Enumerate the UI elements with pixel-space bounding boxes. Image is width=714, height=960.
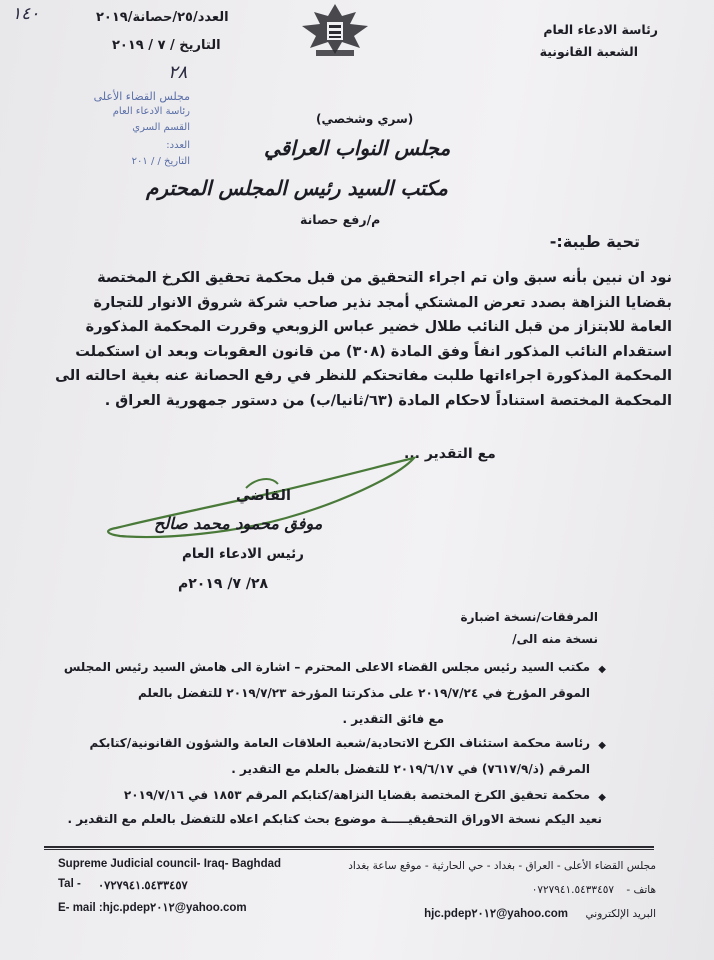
footer-divider [44,849,654,850]
stamp-line: القسم السري [132,122,190,133]
iraq-emblem-icon [296,0,374,58]
body-line: العامة للابتزاز من قبل النائب طلال خضير عباس الزوبعي وقررت المحكمة المذكورة [85,319,672,335]
attachments: المرفقات/نسخة اضبارة [460,610,598,624]
subject: م/رفع حصانة [300,212,381,227]
letter-body [42,266,672,413]
body-line: المحكمة المختصة استناداً لاحكام المادة (٦٣/ثانيا/ب) من دستور جمهورية العراق . [104,392,672,409]
confidential-marking: (سري وشخصي) [316,112,414,126]
footer-tel-label: Tal - [58,878,81,890]
cc-line: نعيد اليكم نسخة الاوراق التحقيقيـــــة موضوع بحث كتابكم اعلاه للتفضل بالعلم مع التقدير . [67,812,602,826]
bullet-icon: ◆ [598,792,606,803]
footer-address-ar: مجلس القضاء الأعلى - العراق - بغداد - حي الحارثية - موقع ساعة بغداد [348,860,656,872]
cc-line: رئاسة محكمة استئناف الكرخ الاتحادية/شعبة العلاقات العامة والشؤون القانونية/كتابكم [89,736,590,750]
bullet-icon: ◆ [598,740,606,751]
footer-email-ar: hjc.pdep٢٠١٢@yahoo.com [424,908,568,920]
cc-line: مكتب السيد رئيس مجلس القضاء الاعلى المحترم – اشارة الى هامش السيد رئيس المجلس [63,660,590,674]
body-line: نود ان نبين بأنه سبق وان تم اجراء التحقيق من قبل محكمة تحقيق الكرخ المختصة [97,270,672,286]
receipt-stamp [38,88,198,180]
ministry-name: رئاسة الادعاء العام [543,22,658,37]
cc-line: المرقم (ذ/٧٦١٧/٩) في ٢٠١٩/٦/١٧ للتفضل بالعلم مع التقدير . [231,762,590,776]
cc-line: الموقر المؤرخ في ٢٠١٩/٧/٢٤ على مذكرتنا المؤرخة ٢٠١٩/٧/٢٣ للتفضل بالعلم [137,686,590,700]
recipient-office: مكتب السيد رئيس المجلس المحترم [146,176,448,200]
footer-tel: ٠٧٢٧٩٤١.٥٤٣٣٤٥٧ [98,880,188,892]
body-line: المحكمة المذكورة اجراءاتها طلبت مفاتحتكم للنظر في رفع الحصانة عنه بغية احالته الى [55,368,672,384]
footer-phone-ar: ٠٧٢٧٩٤١.٥٤٣٣٤٥٧ [531,884,614,896]
footer-email-label-ar: البريد الإلكتروني [585,908,656,920]
recipient: مجلس النواب العراقي [264,136,451,160]
footer-phone-label-ar: هاتف - [626,884,656,896]
cc-line: محكمة تحقيق الكرخ المختصة بقضايا النزاهة/كتابكم المرقم ١٨٥٣ في ٢٠١٩/٧/١٦ [123,788,590,802]
footer-email-en: E- mail :hjc.pdep٢٠١٢@yahoo.com [58,902,247,914]
stamp-line: رئاسة الادعاء العام [112,106,190,117]
footer-divider [44,846,654,848]
stamp-line: العدد: [166,140,190,151]
signatory-name: موفق محمود محمد صالح [154,514,323,533]
handwritten-date: ٢٨ [168,62,188,83]
body-line: بقضايا النزاهة بصدد تعرض المشتكي أمجد نذير صاحب شركة شروق الانوار للتجارة [93,294,672,311]
ministry-department: الشعبة القانونية [539,44,638,59]
greeting: تحية طيبة:- [549,232,640,251]
cc-line: مع فائق التقدير . [342,712,444,726]
bullet-icon: ◆ [598,664,606,675]
stamp-line: مجلس القضاء الأعلى [93,90,190,103]
copy-to: نسخة منه الى/ [512,632,598,646]
signatory-title: القاضي [236,488,291,504]
body-line: استقدام النائب المذكور انفاً وفق المادة (٣٠٨) من قانون العقوبات وبعد ان استكملت [75,343,672,360]
document-number: العدد/٢٥/حصانة/٢٠١٩ [96,10,229,25]
signatory-position: رئيس الادعاء العام [182,546,304,562]
corner-number: ١٤٠ [12,4,40,24]
document-date: التاريخ / ٧ / ٢٠١٩ [112,38,221,53]
stamp-line: التاريخ / / ٢٠١ [131,156,190,167]
closing: مع التقدير ... [404,446,496,462]
footer-org-en: Supreme Judicial council- Iraq- Baghdad [58,858,282,870]
signature-date: ٢٨/ ٧/ ٢٠١٩م [178,576,269,592]
